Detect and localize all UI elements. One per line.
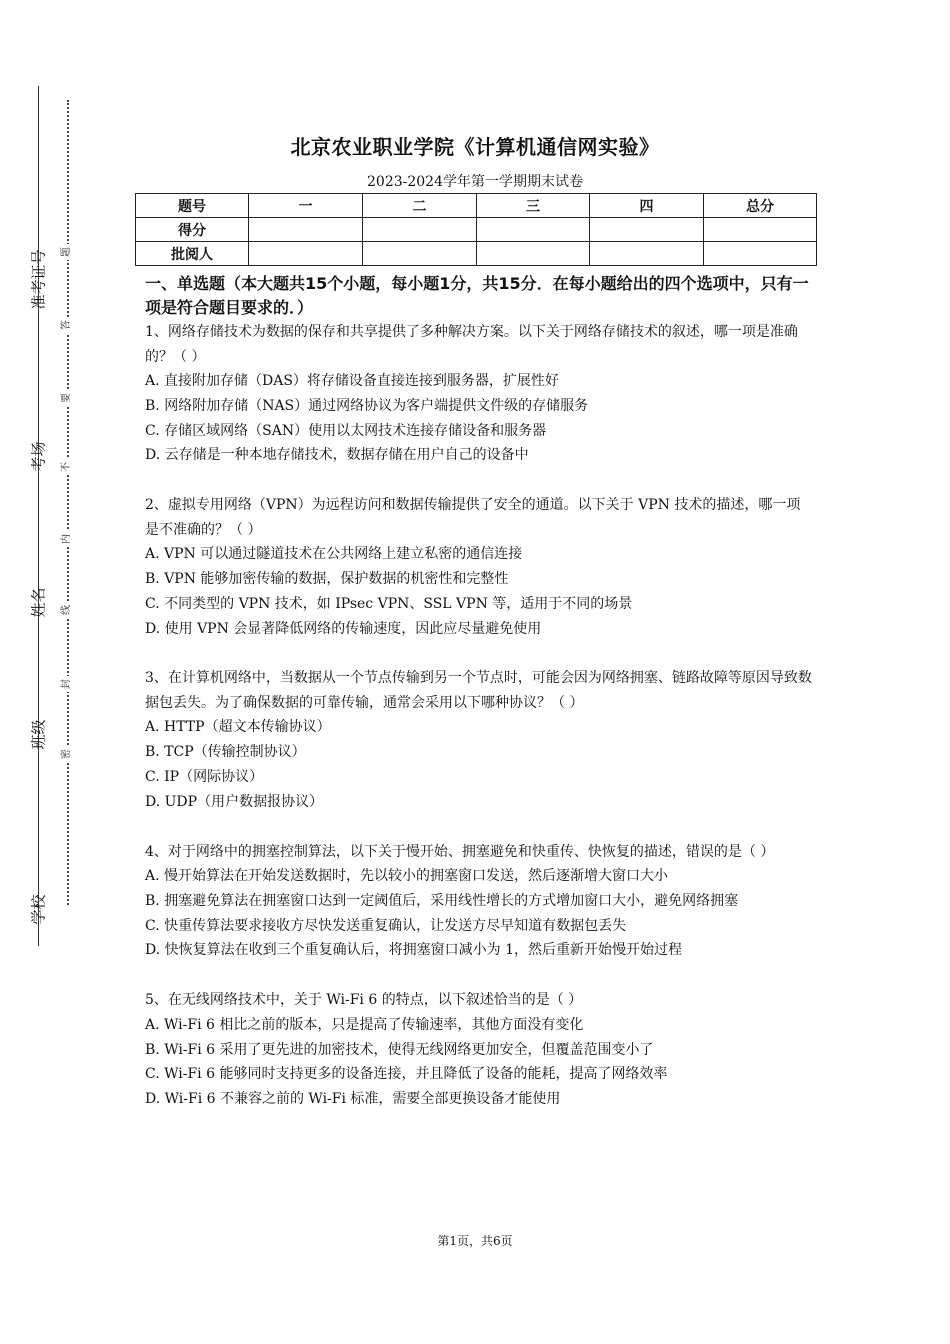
seal-char: 答	[59, 317, 75, 333]
seal-dotted-line	[67, 100, 69, 905]
margin-field-exam-number: 准考证号	[29, 249, 48, 310]
table-header-cell: 二	[363, 194, 477, 218]
table-header-cell: 三	[477, 194, 590, 218]
row-label-cell: 批阅人	[136, 242, 249, 266]
seal-char: 密	[59, 746, 75, 762]
option-c: C. 不同类型的 VPN 技术，如 IPsec VPN、SSL VPN 等，适用于不同的场景	[145, 595, 633, 612]
question-stem: 1、网络存储技术为数据的保存和共享提供了多种解决方案。以下关于网络存储技术的叙述，哪一项是准确的？（ ）	[145, 324, 798, 365]
margin-field-class: 班级	[29, 719, 48, 750]
seal-char: 内	[59, 531, 75, 547]
option-b: B. 拥塞避免算法在拥塞窗口达到一定阈值后，采用线性增长的方式增加窗口大小，避免网络拥塞	[145, 892, 739, 909]
option-a: A. HTTP（超文本传输协议）	[145, 719, 331, 736]
question-3	[145, 666, 813, 814]
score-table-header-row	[136, 194, 817, 218]
option-c: C. 快重传算法要求接收方尽快发送重复确认，让发送方尽早知道有数据包丢失	[145, 917, 627, 934]
option-a: A. Wi-Fi 6 相比之前的版本，只是提高了传输速率，其他方面没有变化	[145, 1016, 584, 1033]
reviewer-cell	[590, 242, 704, 266]
exam-title: 北京农业职业学院《计算机通信网实验》	[290, 135, 660, 159]
table-header-cell: 总分	[704, 194, 817, 218]
option-b: B. TCP（传输控制协议）	[145, 744, 306, 761]
question-stem: 2、虚拟专用网络（VPN）为远程访问和数据传输提供了安全的通道。以下关于 VPN 技术的描述，哪一项是不准确的？（ ）	[145, 497, 801, 538]
option-c: C. Wi-Fi 6 能够同时支持更多的设备连接，并且降低了设备的能耗，提高了网络效率	[145, 1066, 668, 1083]
reviewer-cell	[477, 242, 590, 266]
option-b: B. 网络附加存储（NAS）通过网络协议为客户端提供文件级的存储服务	[145, 397, 589, 414]
score-cell	[249, 218, 363, 242]
score-table	[135, 193, 817, 266]
reviewer-cell	[249, 242, 363, 266]
reviewer-cell	[363, 242, 477, 266]
section-heading: 一、单选题（本大题共15个小题，每小题1分，共15分．在每小题给出的四个选项中，只有一项是符合题目要求的．）	[145, 274, 809, 317]
question-stem: 5、在无线网络技术中，关于 Wi-Fi 6 的特点，以下叙述恰当的是（ ）	[145, 992, 583, 1009]
seal-char: 要	[59, 390, 75, 406]
table-header-cell: 一	[249, 194, 363, 218]
question-stem: 4、对于网络中的拥塞控制算法，以下关于慢开始、拥塞避免和快重传、快恢复的描述，错误的是（ ）	[145, 843, 775, 860]
seal-char: 题	[59, 244, 75, 260]
question-stem: 3、在计算机网络中，当数据从一个节点传输到另一个节点时，可能会因为网络拥塞、链路故障等原因导致数据包丢失。为了确保数据的可靠传输，通常会采用以下哪种协议？（ ）	[145, 670, 812, 711]
reviewer-row	[136, 242, 817, 266]
option-b: B. Wi-Fi 6 采用了更先进的加密技术，使得无线网络更加安全，但覆盖范围变小了	[145, 1041, 654, 1058]
question-2	[145, 493, 813, 641]
option-c: C. IP（网际协议）	[145, 768, 264, 785]
margin-field-school: 学校	[29, 894, 48, 925]
option-d: D. Wi-Fi 6 不兼容之前的 Wi-Fi 标准，需要全部更换设备才能使用	[145, 1091, 561, 1108]
margin-field-exam-room: 考场	[29, 441, 48, 472]
question-5	[145, 988, 813, 1112]
option-a: A. VPN 可以通过隧道技术在公共网络上建立私密的通信连接	[145, 546, 523, 563]
score-cell	[363, 218, 477, 242]
table-header-cell: 题号	[136, 194, 249, 218]
score-cell	[704, 218, 817, 242]
score-cell	[590, 218, 704, 242]
question-1	[145, 320, 813, 468]
option-a: A. 直接附加存储（DAS）将存储设备直接连接到服务器，扩展性好	[145, 373, 559, 389]
option-d: D. 使用 VPN 会显著降低网络的传输速度，因此应尽量避免使用	[145, 620, 542, 637]
option-a: A. 慢开始算法在开始发送数据时，先以较小的拥塞窗口发送，然后逐渐增大窗口大小	[145, 868, 669, 885]
margin-field-name: 姓名	[29, 587, 48, 618]
option-c: C. 存储区域网络（SAN）使用以太网技术连接存储设备和服务器	[145, 422, 547, 439]
seal-char: 封	[59, 676, 75, 692]
table-header-cell: 四	[590, 194, 704, 218]
page-number: 第1页，共6页	[437, 1234, 513, 1248]
row-label-cell: 得分	[136, 218, 249, 242]
reviewer-cell	[704, 242, 817, 266]
option-b: B. VPN 能够加密传输的数据，保护数据的机密性和完整性	[145, 570, 509, 587]
seal-char: 线	[59, 602, 75, 618]
score-row	[136, 218, 817, 242]
binding-line	[38, 86, 39, 946]
question-list	[145, 320, 813, 1137]
exam-subtitle: 2023-2024学年第一学期期末试卷	[367, 174, 583, 190]
option-d: D. 云存储是一种本地存储技术，数据存储在用户自己的设备中	[145, 447, 529, 464]
option-d: D. 快恢复算法在收到三个重复确认后，将拥塞窗口减小为 1，然后重新开始慢开始过程	[145, 942, 682, 959]
seal-char: 不	[59, 459, 75, 475]
question-4	[145, 840, 813, 964]
score-cell	[477, 218, 590, 242]
option-d: D. UDP（用户数据报协议）	[145, 793, 324, 810]
